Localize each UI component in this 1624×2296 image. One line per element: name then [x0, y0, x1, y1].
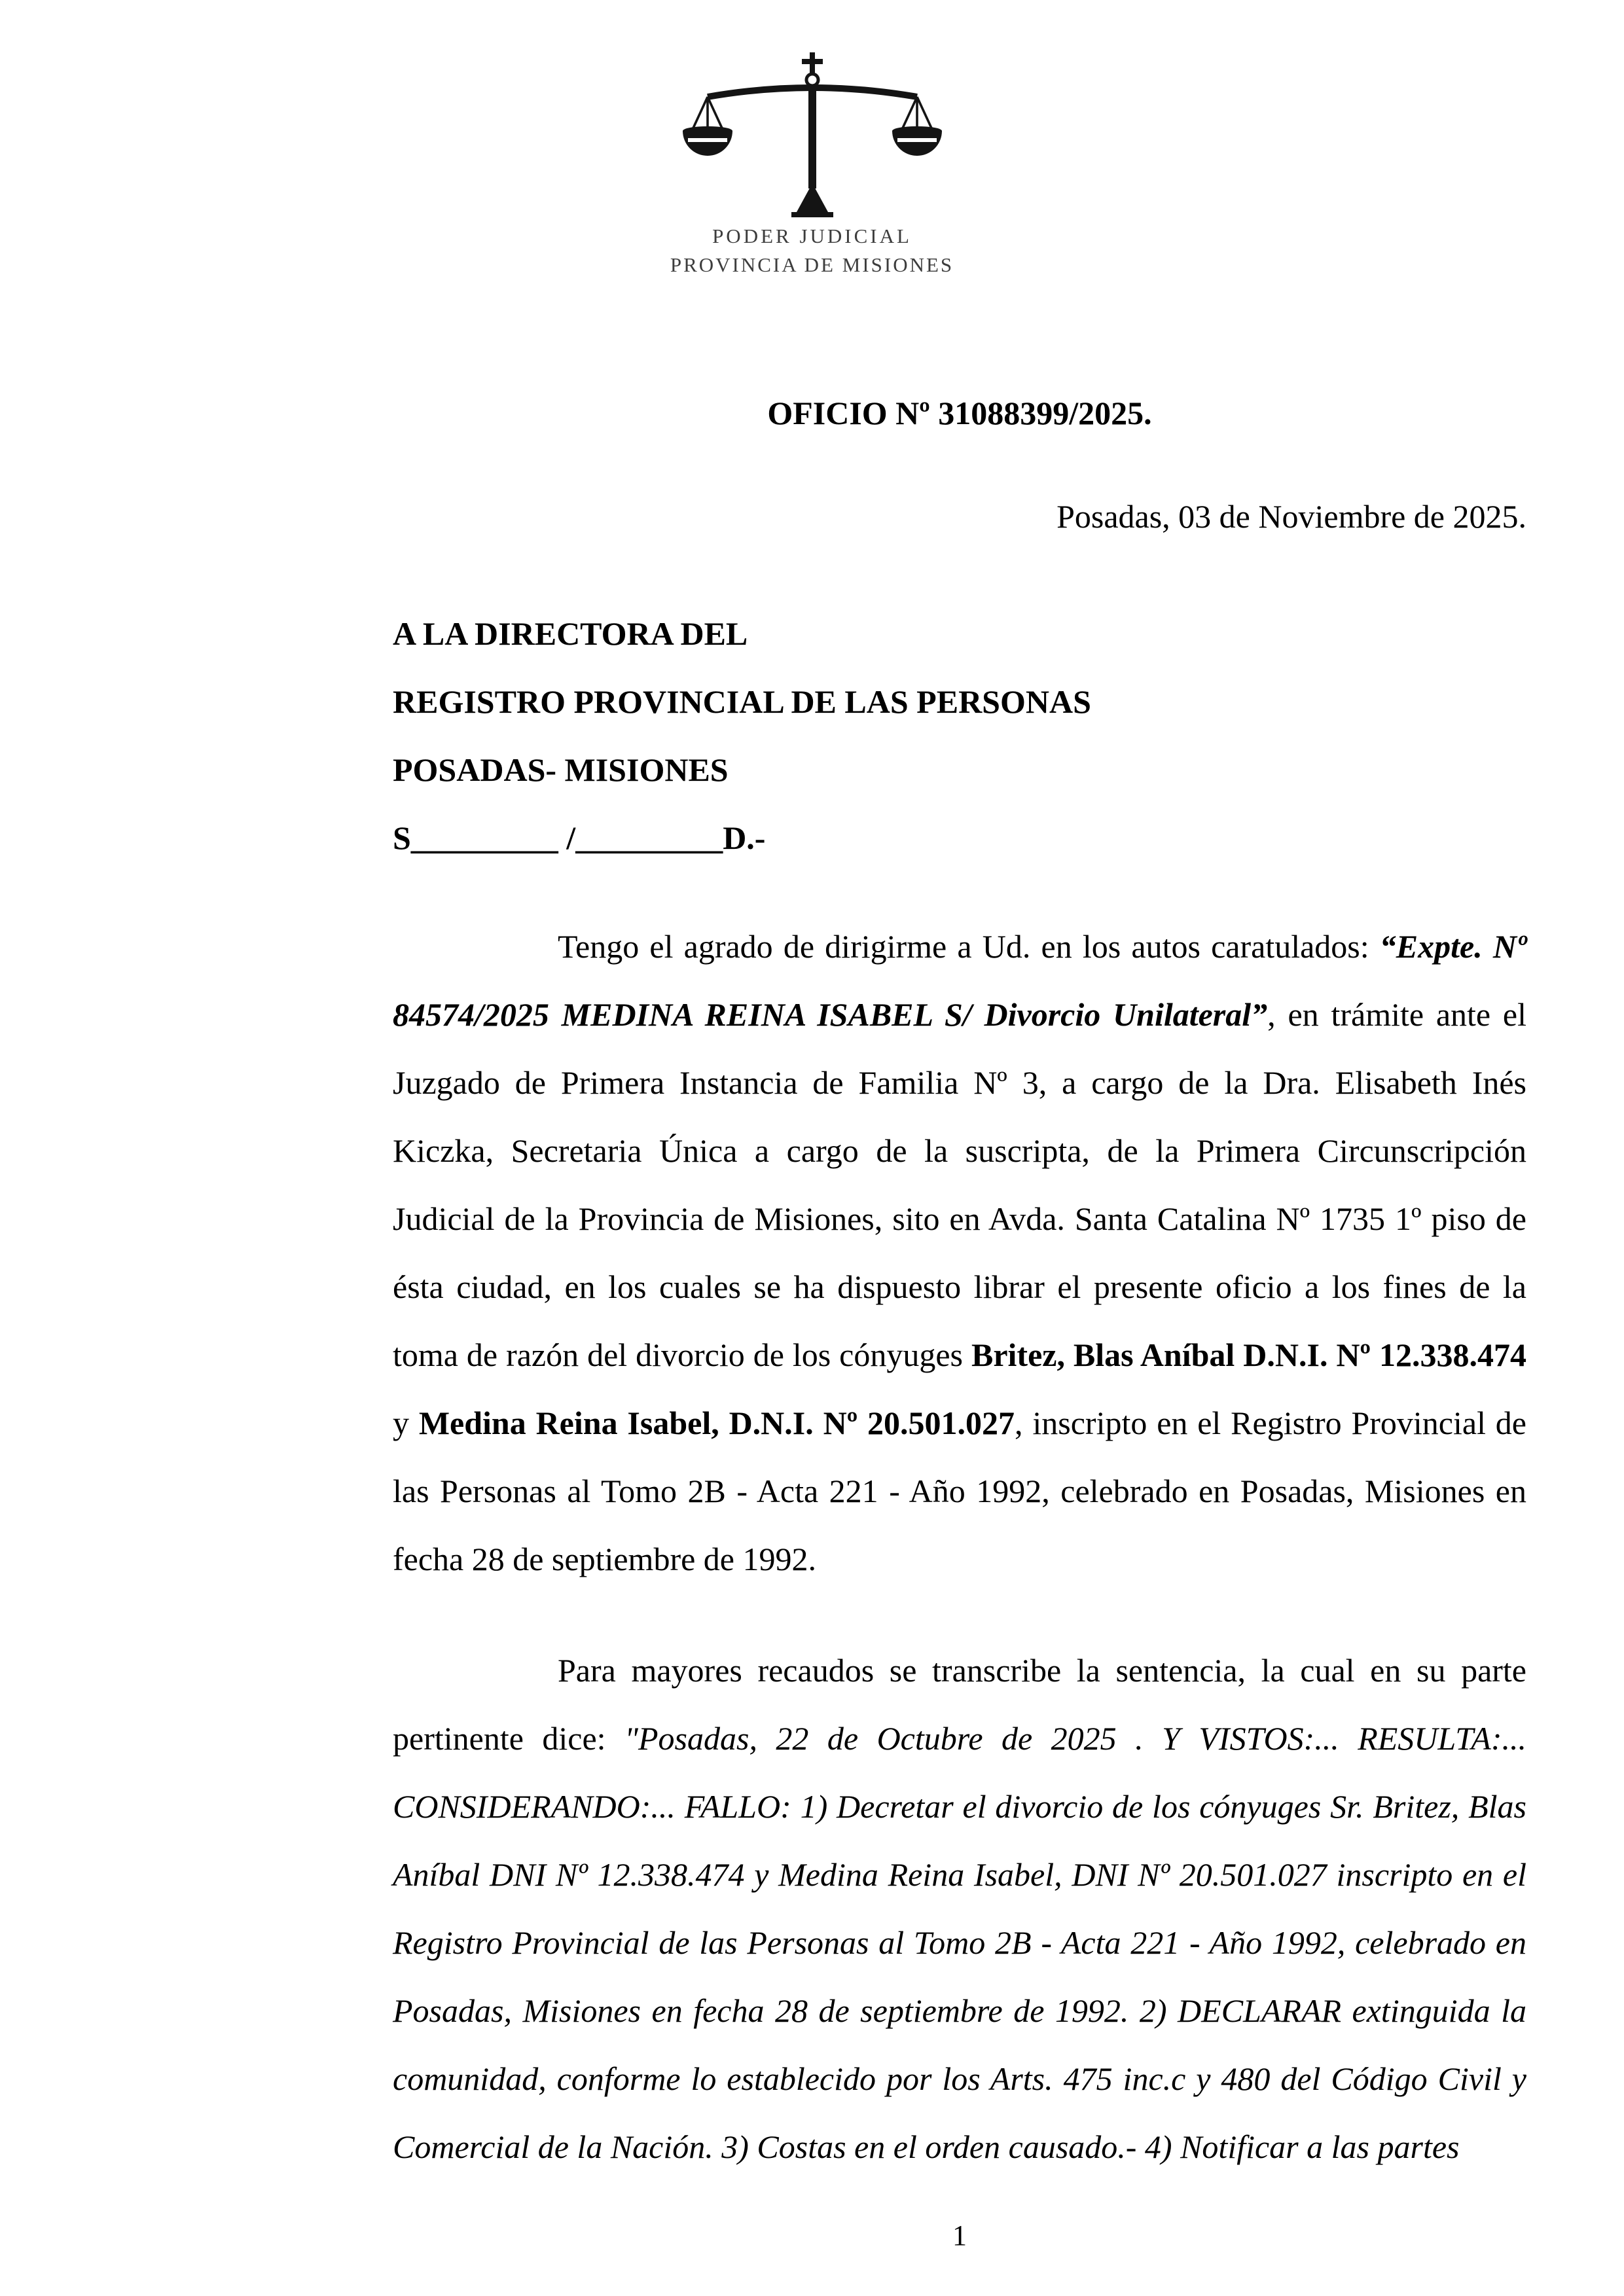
org-name-line1: PODER JUDICIAL: [712, 224, 912, 247]
text-run: y: [393, 1405, 419, 1441]
text-run: Tengo el agrado de dirigirme a Ud. en los autos caratulados:: [558, 928, 1380, 965]
scales-of-justice-icon: [681, 52, 943, 220]
paragraph-sentence-transcription: [393, 1636, 1526, 2181]
text-run: "Posadas, 22 de Octubre de 2025 . Y VISTOS:... RESULTA:... CONSIDERANDO:... FALLO: 1) Decretar el divorcio de los cónyuges Sr. Britez, Blas Aníbal DNI Nº 12.338.474 y Medina Reina Isabel, DNI Nº 20.501.027 inscripto en el Registro Provincial de las Personas al Tomo 2B - Acta 221 - Año 1992, celebrado en Posadas, Misiones en fecha 28 de septiembre de 1992. 2) DECLARAR extinguida la comunidad, conforme lo establecido por los Arts. 475 inc.c y 480 del Código Civil y Comercial de la Nación. 3) Costas en el orden causado.- 4) Notificar a las partes: [393, 1720, 1526, 2165]
paragraph-intro: [393, 912, 1526, 1593]
date-line: Posadas, 03 de Noviembre de 2025.: [1056, 498, 1526, 535]
addressee-block: [393, 600, 1526, 872]
salutation-line: S_________ /_________D.-: [393, 819, 766, 856]
org-name-line2: PROVINCIA DE MISIONES: [670, 253, 954, 276]
text-run: , inscripto en el Registro Provincial de las Personas al Tomo 2B - Acta 221 - Año 1992, celebrado en Posadas, Misiones en fecha 28 de septiembre de 1992.: [393, 1405, 1526, 1577]
addressee-line-3: POSADAS- MISIONES: [393, 751, 729, 788]
document-body: [393, 393, 1526, 2181]
document-title: OFICIO Nº 31088399/2025.: [767, 395, 1152, 431]
letterhead: [0, 52, 1624, 277]
addressee-line-2: REGISTRO PROVINCIAL DE LAS PERSONAS: [393, 683, 1091, 720]
text-run: “Expte. Nº 84574/2025 MEDINA REINA ISABEL S/ Divorcio Unilateral”: [393, 928, 1526, 1033]
text-run: Britez, Blas Aníbal D.N.I. Nº 12.338.474: [971, 1336, 1526, 1373]
text-run: Para mayores recaudos se transcribe la sentencia, la cual en su parte pertinente dice:: [393, 1652, 1526, 1757]
text-run: , en trámite ante el Juzgado de Primera Instancia de Familia Nº 3, a cargo de la Dra. Elisabeth Inés Kiczka, Secretaria Única a cargo de la suscripta, de la Primera Circunscripción Judicial de la Provincia de Misiones, sito en Avda. Santa Catalina Nº 1735 1º piso de ésta ciudad, en los cuales se ha dispuesto librar el presente oficio a los fines de la toma de razón del divorcio de los cónyuges: [393, 996, 1527, 1373]
text-run: Medina Reina Isabel, D.N.I. Nº 20.501.027: [418, 1405, 1015, 1441]
page-number: 1: [952, 2219, 967, 2251]
page-footer: [393, 2219, 1526, 2252]
addressee-line-1: A LA DIRECTORA DEL: [393, 615, 748, 652]
